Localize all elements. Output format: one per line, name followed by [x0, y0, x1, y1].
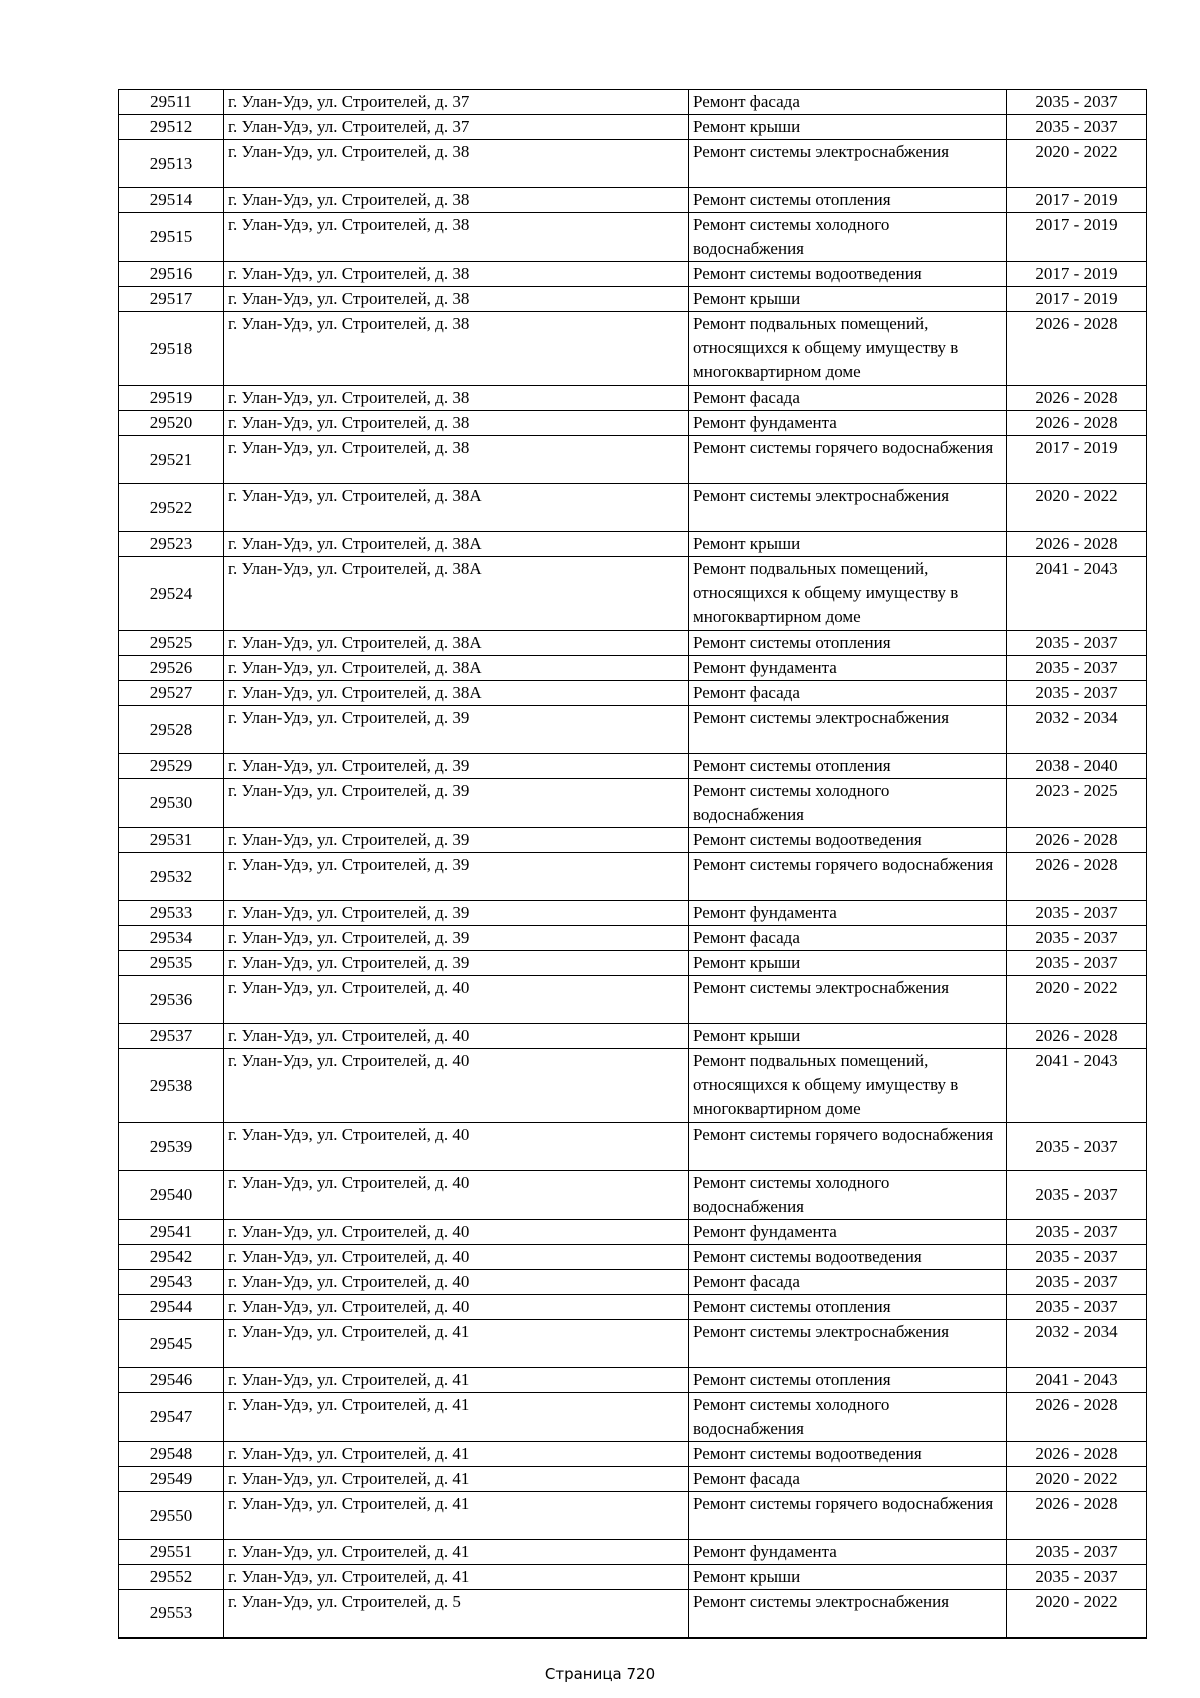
cell-work-type: Ремонт крыши	[689, 1565, 1007, 1590]
repair-schedule-table	[118, 89, 1147, 1639]
cell-period: 2035 - 2037	[1007, 1295, 1147, 1320]
cell-work-type: Ремонт фасада	[689, 1467, 1007, 1492]
cell-period: 2026 - 2028	[1007, 411, 1147, 436]
cell-work-type: Ремонт крыши	[689, 287, 1007, 312]
cell-period: 2020 - 2022	[1007, 1467, 1147, 1492]
cell-address: г. Улан-Удэ, ул. Строителей, д. 37	[224, 115, 689, 140]
cell-period: 2032 - 2034	[1007, 706, 1147, 754]
cell-period: 2035 - 2037	[1007, 901, 1147, 926]
cell-address: г. Улан-Удэ, ул. Строителей, д. 41	[224, 1540, 689, 1565]
cell-work-type: Ремонт системы отопления	[689, 1295, 1007, 1320]
table-row	[119, 287, 1147, 312]
cell-period: 2026 - 2028	[1007, 828, 1147, 853]
cell-row-number: 29546	[119, 1368, 224, 1393]
cell-row-number: 29544	[119, 1295, 224, 1320]
cell-period: 2017 - 2019	[1007, 213, 1147, 262]
cell-work-type: Ремонт фундамента	[689, 1220, 1007, 1245]
cell-work-type: Ремонт системы горячего водоснабжения	[689, 1123, 1007, 1171]
cell-address: г. Улан-Удэ, ул. Строителей, д. 40	[224, 1245, 689, 1270]
cell-address: г. Улан-Удэ, ул. Строителей, д. 40	[224, 1171, 689, 1220]
cell-period: 2026 - 2028	[1007, 853, 1147, 901]
cell-row-number: 29550	[119, 1492, 224, 1540]
table-row	[119, 1565, 1147, 1590]
cell-work-type: Ремонт крыши	[689, 951, 1007, 976]
cell-work-type: Ремонт системы отопления	[689, 1368, 1007, 1393]
cell-address: г. Улан-Удэ, ул. Строителей, д. 38	[224, 188, 689, 213]
cell-row-number: 29553	[119, 1590, 224, 1638]
cell-address: г. Улан-Удэ, ул. Строителей, д. 40	[224, 1123, 689, 1171]
cell-row-number: 29521	[119, 436, 224, 484]
cell-period: 2035 - 2037	[1007, 1540, 1147, 1565]
cell-period: 2041 - 2043	[1007, 557, 1147, 631]
cell-address: г. Улан-Удэ, ул. Строителей, д. 38А	[224, 631, 689, 656]
cell-address: г. Улан-Удэ, ул. Строителей, д. 38	[224, 213, 689, 262]
cell-address: г. Улан-Удэ, ул. Строителей, д. 39	[224, 779, 689, 828]
table-row	[119, 828, 1147, 853]
table-row	[119, 976, 1147, 1024]
cell-address: г. Улан-Удэ, ул. Строителей, д. 41	[224, 1320, 689, 1368]
cell-address: г. Улан-Удэ, ул. Строителей, д. 38	[224, 287, 689, 312]
table-row	[119, 1492, 1147, 1540]
cell-work-type: Ремонт крыши	[689, 115, 1007, 140]
cell-row-number: 29541	[119, 1220, 224, 1245]
cell-work-type: Ремонт системы отопления	[689, 631, 1007, 656]
table-row	[119, 557, 1147, 631]
cell-work-type: Ремонт системы водоотведения	[689, 828, 1007, 853]
cell-work-type: Ремонт фундамента	[689, 901, 1007, 926]
cell-row-number: 29520	[119, 411, 224, 436]
cell-period: 2035 - 2037	[1007, 115, 1147, 140]
cell-period: 2035 - 2037	[1007, 951, 1147, 976]
cell-row-number: 29532	[119, 853, 224, 901]
cell-address: г. Улан-Удэ, ул. Строителей, д. 38	[224, 436, 689, 484]
table-row	[119, 411, 1147, 436]
cell-row-number: 29525	[119, 631, 224, 656]
cell-row-number: 29552	[119, 1565, 224, 1590]
cell-row-number: 29511	[119, 90, 224, 115]
cell-row-number: 29533	[119, 901, 224, 926]
table-row	[119, 1245, 1147, 1270]
cell-period: 2035 - 2037	[1007, 1270, 1147, 1295]
table-row	[119, 706, 1147, 754]
cell-work-type: Ремонт фасада	[689, 386, 1007, 411]
cell-period: 2026 - 2028	[1007, 532, 1147, 557]
cell-row-number: 29522	[119, 484, 224, 532]
cell-work-type: Ремонт фундамента	[689, 1540, 1007, 1565]
cell-work-type: Ремонт фасада	[689, 1270, 1007, 1295]
table-row	[119, 1320, 1147, 1368]
cell-work-type: Ремонт фундамента	[689, 656, 1007, 681]
table-row	[119, 140, 1147, 188]
cell-address: г. Улан-Удэ, ул. Строителей, д. 41	[224, 1393, 689, 1442]
table-row	[119, 262, 1147, 287]
cell-period: 2035 - 2037	[1007, 90, 1147, 115]
cell-row-number: 29542	[119, 1245, 224, 1270]
cell-period: 2017 - 2019	[1007, 188, 1147, 213]
table-row	[119, 188, 1147, 213]
table-row	[119, 115, 1147, 140]
cell-work-type: Ремонт подвальных помещений, относящихся к общему имуществу в многоквартирном доме	[689, 1049, 1007, 1123]
cell-period: 2020 - 2022	[1007, 1590, 1147, 1638]
table-body	[119, 90, 1147, 1638]
cell-work-type: Ремонт системы электроснабжения	[689, 706, 1007, 754]
cell-work-type: Ремонт системы водоотведения	[689, 1442, 1007, 1467]
cell-row-number: 29516	[119, 262, 224, 287]
cell-address: г. Улан-Удэ, ул. Строителей, д. 5	[224, 1590, 689, 1638]
cell-work-type: Ремонт фасада	[689, 681, 1007, 706]
cell-period: 2026 - 2028	[1007, 1393, 1147, 1442]
table-row	[119, 1295, 1147, 1320]
cell-period: 2026 - 2028	[1007, 312, 1147, 386]
cell-address: г. Улан-Удэ, ул. Строителей, д. 38	[224, 386, 689, 411]
table-row	[119, 754, 1147, 779]
cell-work-type: Ремонт фасада	[689, 926, 1007, 951]
cell-work-type: Ремонт системы электроснабжения	[689, 140, 1007, 188]
cell-address: г. Улан-Удэ, ул. Строителей, д. 41	[224, 1565, 689, 1590]
cell-row-number: 29514	[119, 188, 224, 213]
cell-row-number: 29547	[119, 1393, 224, 1442]
cell-address: г. Улан-Удэ, ул. Строителей, д. 38А	[224, 532, 689, 557]
cell-row-number: 29513	[119, 140, 224, 188]
cell-row-number: 29534	[119, 926, 224, 951]
table-row	[119, 853, 1147, 901]
cell-address: г. Улан-Удэ, ул. Строителей, д. 39	[224, 901, 689, 926]
table-row	[119, 312, 1147, 386]
cell-row-number: 29524	[119, 557, 224, 631]
cell-address: г. Улан-Удэ, ул. Строителей, д. 38А	[224, 656, 689, 681]
cell-row-number: 29531	[119, 828, 224, 853]
cell-period: 2020 - 2022	[1007, 976, 1147, 1024]
cell-work-type: Ремонт фасада	[689, 90, 1007, 115]
cell-address: г. Улан-Удэ, ул. Строителей, д. 40	[224, 1270, 689, 1295]
table-row	[119, 90, 1147, 115]
cell-period: 2026 - 2028	[1007, 1024, 1147, 1049]
cell-work-type: Ремонт подвальных помещений, относящихся к общему имуществу в многоквартирном доме	[689, 312, 1007, 386]
table-row	[119, 901, 1147, 926]
cell-row-number: 29539	[119, 1123, 224, 1171]
cell-period: 2035 - 2037	[1007, 1220, 1147, 1245]
cell-period: 2017 - 2019	[1007, 436, 1147, 484]
cell-address: г. Улан-Удэ, ул. Строителей, д. 38	[224, 140, 689, 188]
cell-period: 2041 - 2043	[1007, 1049, 1147, 1123]
table-row	[119, 1467, 1147, 1492]
table-row	[119, 1270, 1147, 1295]
cell-period: 2026 - 2028	[1007, 1492, 1147, 1540]
cell-period: 2035 - 2037	[1007, 926, 1147, 951]
cell-work-type: Ремонт системы электроснабжения	[689, 1320, 1007, 1368]
cell-work-type: Ремонт подвальных помещений, относящихся к общему имуществу в многоквартирном доме	[689, 557, 1007, 631]
cell-address: г. Улан-Удэ, ул. Строителей, д. 40	[224, 1295, 689, 1320]
cell-address: г. Улан-Удэ, ул. Строителей, д. 40	[224, 1220, 689, 1245]
cell-period: 2032 - 2034	[1007, 1320, 1147, 1368]
cell-work-type: Ремонт системы электроснабжения	[689, 976, 1007, 1024]
cell-work-type: Ремонт системы отопления	[689, 754, 1007, 779]
cell-address: г. Улан-Удэ, ул. Строителей, д. 40	[224, 1049, 689, 1123]
cell-period: 2035 - 2037	[1007, 1123, 1147, 1171]
cell-work-type: Ремонт системы горячего водоснабжения	[689, 853, 1007, 901]
cell-row-number: 29551	[119, 1540, 224, 1565]
cell-period: 2017 - 2019	[1007, 262, 1147, 287]
cell-row-number: 29526	[119, 656, 224, 681]
cell-period: 2026 - 2028	[1007, 1442, 1147, 1467]
cell-address: г. Улан-Удэ, ул. Строителей, д. 38	[224, 312, 689, 386]
cell-row-number: 29537	[119, 1024, 224, 1049]
cell-row-number: 29530	[119, 779, 224, 828]
cell-address: г. Улан-Удэ, ул. Строителей, д. 41	[224, 1492, 689, 1540]
cell-row-number: 29538	[119, 1049, 224, 1123]
table-row	[119, 656, 1147, 681]
cell-work-type: Ремонт крыши	[689, 532, 1007, 557]
cell-work-type: Ремонт системы холодного водоснабжения	[689, 213, 1007, 262]
cell-period: 2038 - 2040	[1007, 754, 1147, 779]
cell-row-number: 29528	[119, 706, 224, 754]
table-row	[119, 1368, 1147, 1393]
cell-period: 2035 - 2037	[1007, 656, 1147, 681]
cell-row-number: 29518	[119, 312, 224, 386]
cell-row-number: 29512	[119, 115, 224, 140]
table-row	[119, 1393, 1147, 1442]
cell-work-type: Ремонт системы водоотведения	[689, 262, 1007, 287]
cell-address: г. Улан-Удэ, ул. Строителей, д. 41	[224, 1368, 689, 1393]
table-row	[119, 1442, 1147, 1467]
cell-work-type: Ремонт системы горячего водоснабжения	[689, 436, 1007, 484]
cell-period: 2023 - 2025	[1007, 779, 1147, 828]
cell-address: г. Улан-Удэ, ул. Строителей, д. 39	[224, 828, 689, 853]
table-row	[119, 1171, 1147, 1220]
cell-address: г. Улан-Удэ, ул. Строителей, д. 39	[224, 706, 689, 754]
cell-period: 2020 - 2022	[1007, 484, 1147, 532]
cell-work-type: Ремонт системы отопления	[689, 188, 1007, 213]
cell-row-number: 29517	[119, 287, 224, 312]
cell-row-number: 29527	[119, 681, 224, 706]
table-row	[119, 1123, 1147, 1171]
cell-work-type: Ремонт системы холодного водоснабжения	[689, 779, 1007, 828]
cell-work-type: Ремонт системы электроснабжения	[689, 1590, 1007, 1638]
cell-address: г. Улан-Удэ, ул. Строителей, д. 38А	[224, 557, 689, 631]
cell-address: г. Улан-Удэ, ул. Строителей, д. 37	[224, 90, 689, 115]
cell-period: 2020 - 2022	[1007, 140, 1147, 188]
cell-address: г. Улан-Удэ, ул. Строителей, д. 40	[224, 976, 689, 1024]
cell-row-number: 29549	[119, 1467, 224, 1492]
cell-work-type: Ремонт системы холодного водоснабжения	[689, 1393, 1007, 1442]
table-row	[119, 631, 1147, 656]
cell-row-number: 29536	[119, 976, 224, 1024]
cell-work-type: Ремонт системы горячего водоснабжения	[689, 1492, 1007, 1540]
cell-address: г. Улан-Удэ, ул. Строителей, д. 38	[224, 262, 689, 287]
table-row	[119, 1220, 1147, 1245]
cell-address: г. Улан-Удэ, ул. Строителей, д. 41	[224, 1442, 689, 1467]
cell-row-number: 29523	[119, 532, 224, 557]
table-row	[119, 1590, 1147, 1638]
cell-work-type: Ремонт системы холодного водоснабжения	[689, 1171, 1007, 1220]
table-row	[119, 926, 1147, 951]
cell-work-type: Ремонт системы водоотведения	[689, 1245, 1007, 1270]
cell-row-number: 29548	[119, 1442, 224, 1467]
cell-period: 2035 - 2037	[1007, 1245, 1147, 1270]
cell-row-number: 29545	[119, 1320, 224, 1368]
cell-work-type: Ремонт фундамента	[689, 411, 1007, 436]
table-row	[119, 436, 1147, 484]
table-row	[119, 1049, 1147, 1123]
cell-address: г. Улан-Удэ, ул. Строителей, д. 40	[224, 1024, 689, 1049]
table-row	[119, 484, 1147, 532]
cell-row-number: 29515	[119, 213, 224, 262]
cell-row-number: 29519	[119, 386, 224, 411]
cell-address: г. Улан-Удэ, ул. Строителей, д. 39	[224, 754, 689, 779]
cell-address: г. Улан-Удэ, ул. Строителей, д. 39	[224, 951, 689, 976]
page-number: Страница 720	[544, 1665, 656, 1683]
cell-address: г. Улан-Удэ, ул. Строителей, д. 38А	[224, 681, 689, 706]
table-row	[119, 951, 1147, 976]
cell-work-type: Ремонт системы электроснабжения	[689, 484, 1007, 532]
cell-period: 2035 - 2037	[1007, 1565, 1147, 1590]
table-row	[119, 1540, 1147, 1565]
cell-work-type: Ремонт крыши	[689, 1024, 1007, 1049]
cell-period: 2035 - 2037	[1007, 681, 1147, 706]
cell-row-number: 29529	[119, 754, 224, 779]
cell-address: г. Улан-Удэ, ул. Строителей, д. 39	[224, 853, 689, 901]
cell-period: 2017 - 2019	[1007, 287, 1147, 312]
cell-period: 2041 - 2043	[1007, 1368, 1147, 1393]
cell-period: 2035 - 2037	[1007, 631, 1147, 656]
table-row	[119, 681, 1147, 706]
cell-period: 2026 - 2028	[1007, 386, 1147, 411]
cell-address: г. Улан-Удэ, ул. Строителей, д. 38	[224, 411, 689, 436]
table-row	[119, 213, 1147, 262]
table-row	[119, 779, 1147, 828]
cell-row-number: 29535	[119, 951, 224, 976]
table-row	[119, 532, 1147, 557]
cell-period: 2035 - 2037	[1007, 1171, 1147, 1220]
cell-row-number: 29543	[119, 1270, 224, 1295]
table-row	[119, 386, 1147, 411]
cell-address: г. Улан-Удэ, ул. Строителей, д. 41	[224, 1467, 689, 1492]
cell-address: г. Улан-Удэ, ул. Строителей, д. 39	[224, 926, 689, 951]
cell-row-number: 29540	[119, 1171, 224, 1220]
table-row	[119, 1024, 1147, 1049]
cell-address: г. Улан-Удэ, ул. Строителей, д. 38А	[224, 484, 689, 532]
